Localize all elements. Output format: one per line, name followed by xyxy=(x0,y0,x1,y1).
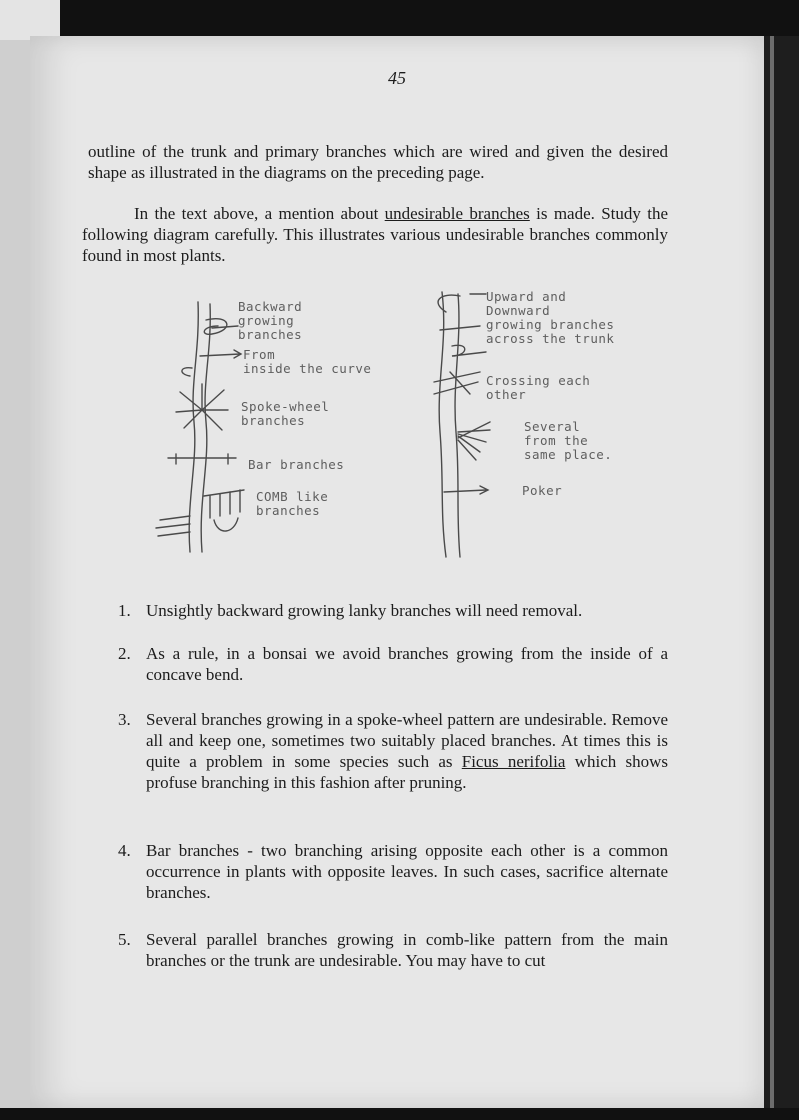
list-text xyxy=(146,709,668,793)
paragraph-2-text-before: In the text above, a mention about xyxy=(134,204,385,223)
list-number: 1. xyxy=(118,601,131,620)
undesirable-branches-link: undesirable branches xyxy=(384,204,530,223)
label-spoke-wheel: Spoke-wheel branches xyxy=(241,399,330,428)
label-bar-branches: Bar branches xyxy=(248,457,345,472)
comb-sketch xyxy=(156,490,244,536)
list-number: 5. xyxy=(118,930,131,949)
undesirable-branches-diagram xyxy=(140,282,660,562)
list-text-before: Several branches growing in a spoke-wheel pattern are undesirable. Remove all and keep one, sometimes two suitably placed branches. At times this is quite a problem in some species such as xyxy=(146,710,668,771)
list-number: 2. xyxy=(118,644,131,663)
label-upward-downward: Upward and Downward growing branches across the trunk xyxy=(486,289,615,346)
label-crossing: Crossing each other xyxy=(486,373,591,402)
left-trunk xyxy=(189,302,198,552)
inside-curve-arrow xyxy=(200,354,240,356)
paragraph-1 xyxy=(88,141,668,183)
page-number: 45 xyxy=(388,68,406,88)
right-trunk xyxy=(439,292,446,557)
list-number: 4. xyxy=(118,841,131,860)
paragraph-2-text-after: is made. Study the following diagram carefully. This illustrates various undesirable branches commonly found in most plants. xyxy=(82,204,669,265)
ficus-nerifolia-name: Ficus nerifolia xyxy=(461,752,566,771)
left-trunk-inner xyxy=(201,304,210,552)
spoke-wheel-sketch xyxy=(176,384,228,430)
list-text-after: which shows profuse branching in this fashion after pruning. xyxy=(146,752,668,792)
right-trunk-inner xyxy=(455,294,460,557)
paragraph-1-text: outline of the trunk and primary branches which are wired and given the desired shape as illustrated in the diagrams on the preceding page. xyxy=(88,142,668,182)
list-text: Unsightly backward growing lanky branches will need removal. xyxy=(146,601,583,620)
scan-top-border xyxy=(0,0,799,40)
poker-sketch xyxy=(444,490,486,492)
upward-branch-sketch xyxy=(438,295,460,312)
list-text: Several parallel branches growing in comb-like pattern from the main branches or the trunk are undesirable. You may have to cut xyxy=(146,930,668,970)
list-text: Bar branches - two branching arising opposite each other is a common occurrence in plants with opposite leaves. In such cases, sacrifice alternate branches. xyxy=(146,841,668,902)
label-from-inside-curve: From inside the curve xyxy=(243,347,372,376)
scan-bottom-border xyxy=(0,1108,799,1120)
label-backward-growing: Backward growing branches xyxy=(238,299,303,342)
list-number: 3. xyxy=(118,710,131,729)
list-text: As a rule, in a bonsai we avoid branches growing from the inside of a concave bend. xyxy=(146,644,668,684)
label-several-same-place: Several from the same place. xyxy=(524,419,613,462)
label-poker: Poker xyxy=(522,483,563,498)
label-comb-like: COMB like branches xyxy=(256,489,329,518)
paragraph-2 xyxy=(82,203,668,266)
scan-right-edge xyxy=(764,36,799,1108)
